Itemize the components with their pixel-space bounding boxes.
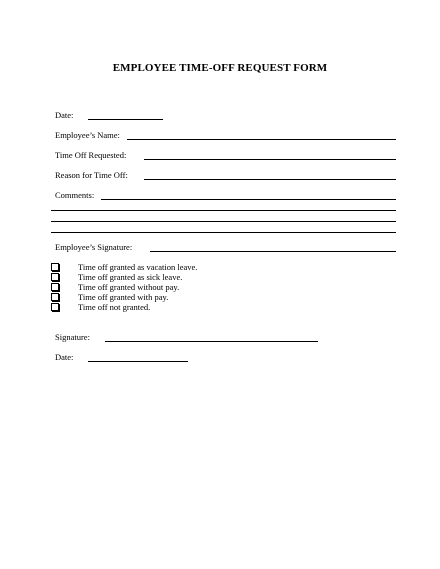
reason-label: Reason for Time Off: — [55, 170, 128, 180]
comments-field-line-1[interactable] — [101, 199, 396, 200]
time-off-requested-label: Time Off Requested: — [55, 150, 127, 160]
comments-label: Comments: — [55, 190, 95, 200]
option-with-pay[interactable] — [51, 292, 251, 302]
time-off-requested-field-line[interactable] — [144, 159, 396, 160]
option-label: Time off granted without pay. — [78, 282, 180, 292]
employee-signature-label: Employee’s Signature: — [55, 242, 133, 252]
option-label: Time off granted as sick leave. — [78, 272, 183, 282]
checkbox[interactable] — [51, 273, 59, 281]
checkbox[interactable] — [51, 283, 59, 291]
option-without-pay[interactable] — [51, 282, 251, 292]
employee-name-label: Employee’s Name: — [55, 130, 120, 140]
checkbox[interactable] — [51, 303, 59, 311]
option-vacation-leave[interactable] — [51, 262, 251, 272]
approval-date-label: Date: — [55, 352, 74, 362]
approval-date-field-line[interactable] — [88, 361, 188, 362]
comments-field-line-3[interactable] — [51, 221, 396, 222]
checkbox[interactable] — [51, 293, 59, 301]
employee-signature-field-line[interactable] — [150, 251, 396, 252]
option-label: Time off not granted. — [78, 302, 151, 312]
employee-name-field-line[interactable] — [127, 139, 396, 140]
approval-signature-field-line[interactable] — [105, 341, 318, 342]
date-field-line[interactable] — [88, 119, 163, 120]
comments-field-line-4[interactable] — [51, 232, 396, 233]
option-label: Time off granted with pay. — [78, 292, 169, 302]
option-label: Time off granted as vacation leave. — [78, 262, 198, 272]
option-not-granted[interactable] — [51, 302, 251, 312]
reason-field-line[interactable] — [144, 179, 396, 180]
form-title: EMPLOYEE TIME-OFF REQUEST FORM — [112, 62, 328, 74]
option-sick-leave[interactable] — [51, 272, 251, 282]
approval-signature-label: Signature: — [55, 332, 90, 342]
comments-field-line-2[interactable] — [51, 210, 396, 211]
date-label: Date: — [55, 110, 74, 120]
checkbox[interactable] — [51, 263, 59, 271]
